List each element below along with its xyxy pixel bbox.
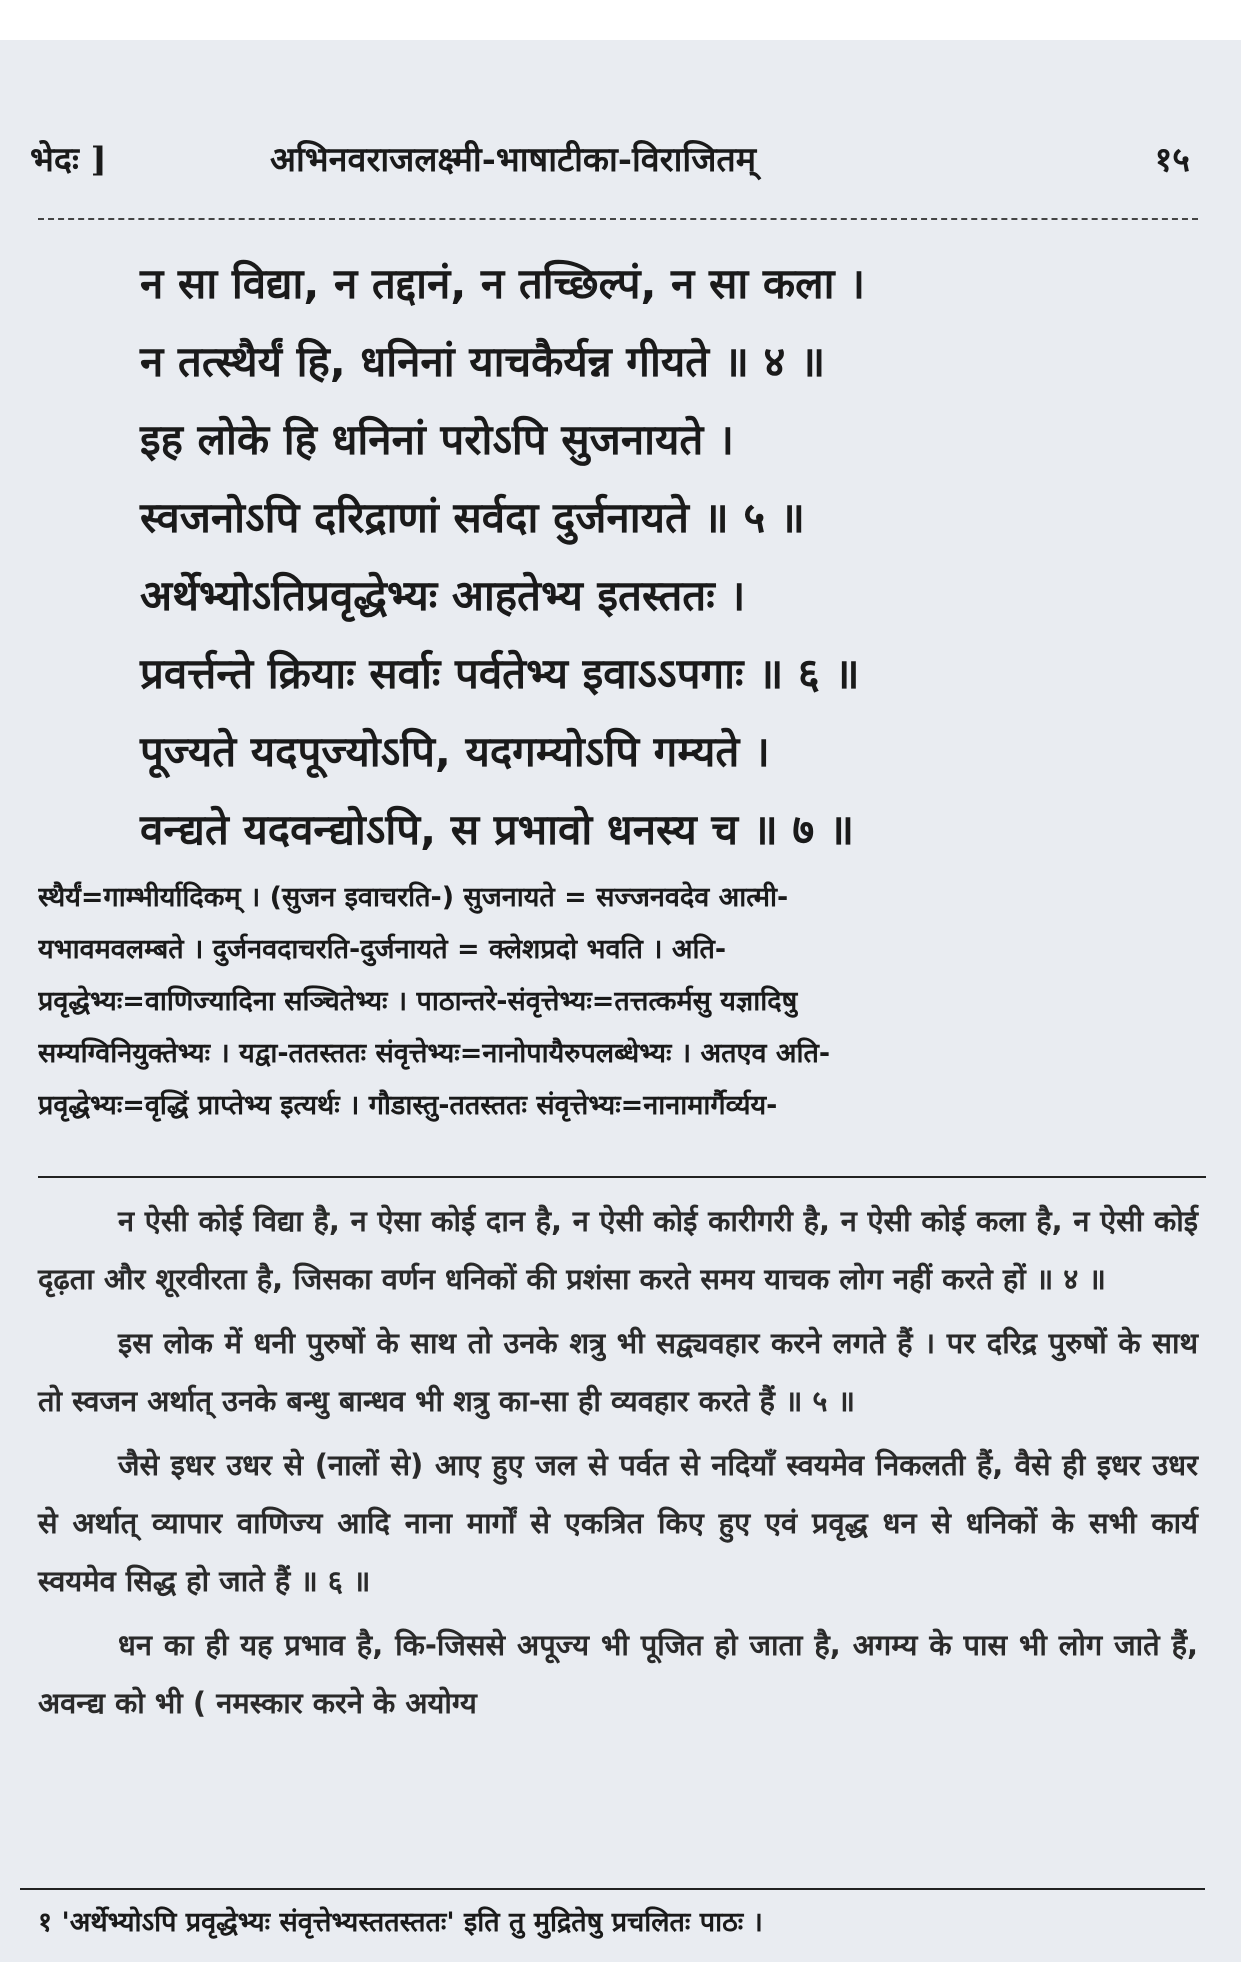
hindi-translation [38, 1192, 1198, 1738]
footnote: १ 'अर्थेभ्योऽपि प्रवृद्धेभ्यः संवृत्तेभ्यस्ततस्ततः' इति तु मुद्रितेषु प्रचलितः पाठः । [38, 1907, 763, 1938]
verse-line: न तत्स्थैर्यं हि, धनिनां याचकैर्यन्न गीयते ॥ ४ ॥ [140, 337, 826, 386]
sanskrit-commentary [38, 872, 1198, 1132]
verse-block [140, 245, 1180, 869]
header-rule [38, 218, 1198, 220]
page-number: १५ [1154, 140, 1190, 180]
running-title: अभिनवराजलक्ष्मी-भाषाटीका-विराजितम् [270, 140, 757, 180]
verse-line: न सा विद्या, न तद्दानं, न तच्छिल्पं, न सा कला । [140, 259, 866, 308]
commentary-line: प्रवृद्धेभ्यः=वृद्धिं प्राप्तेभ्य इत्यर्थः । गौडास्तु-ततस्ततः संवृत्तेभ्यः=नानामार्गैर्व्यय- [38, 1090, 778, 1121]
verse-line: प्रवर्त्तन्ते क्रियाः सर्वाः पर्वतेभ्य इवाऽऽपगाः ॥ ६ ॥ [140, 649, 860, 698]
translation-paragraph: धन का ही यह प्रभाव है, कि-जिससे अपूज्य भी पूजित हो जाता है, अगम्य के पास भी लोग जाते हैं, अवन्द्य को भी ( नमस्कार करने के अयोग्य [38, 1628, 1198, 1720]
section-marker: भेदः ] [30, 140, 107, 180]
book-page [0, 40, 1241, 1962]
commentary-line: यभावमवलम्बते । दुर्जनवदाचरति-दुर्जनायते = क्लेशप्रदो भवति । अति- [38, 934, 727, 965]
translation-paragraph: इस लोक में धनी पुरुषों के साथ तो उनके शत्रु भी सद्व्यवहार करने लगते हैं । पर दरिद्र पुरुषों के साथ तो स्वजन अर्थात् उनके बन्धु बान्धव भी शत्रु का-सा ही व्यवहार करते हैं ॥ ५ ॥ [38, 1326, 1198, 1418]
commentary-line: प्रवृद्धेभ्यः=वाणिज्यादिना सञ्चितेभ्यः । पाठान्तरे-संवृत्तेभ्यः=तत्तत्कर्मसु यज्ञादिषु [38, 986, 798, 1017]
footnote-divider [20, 1888, 1205, 1890]
verse-line: वन्द्यते यदवन्द्योऽपि, स प्रभावो धनस्य च ॥ ७ ॥ [140, 805, 855, 854]
translation-paragraph: जैसे इधर उधर से (नालों से) आए हुए जल से पर्वत से नदियाँ स्वयमेव निकलती हैं, वैसे ही इधर उधर से अर्थात् व्यापार वाणिज्य आदि नाना मार्गों से एकत्रित किए हुए एवं प्रवृद्ध धन से धनिकों के सभी कार्य स्वयमेव सिद्ध हो जाते हैं ॥ ६ ॥ [38, 1448, 1198, 1598]
verse-line: पूज्यते यदपूज्योऽपि, यदगम्योऽपि गम्यते । [140, 727, 770, 776]
section-divider [38, 1176, 1206, 1178]
commentary-line: स्थैर्यं=गाम्भीर्यादिकम् । (सुजन इवाचरति-) सुजनायते = सज्जनवदेव आत्मी- [38, 882, 789, 913]
commentary-line: सम्यग्विनियुक्तेभ्यः । यद्वा-ततस्ततः संवृत्तेभ्यः=नानोपायैरुपलब्धेभ्यः । अतएव अति- [38, 1038, 831, 1069]
verse-line: इह लोके हि धनिनां परोऽपि सुजनायते । [140, 415, 734, 464]
verse-line: अर्थेभ्योऽतिप्रवृद्धेभ्यः आहतेभ्य इतस्ततः । [140, 571, 746, 620]
verse-line: स्वजनोऽपि दरिद्राणां सर्वदा दुर्जनायते ॥ ५ ॥ [140, 493, 805, 542]
translation-paragraph: न ऐसी कोई विद्या है, न ऐसा कोई दान है, न ऐसी कोई कारीगरी है, न ऐसी कोई कला है, न ऐसी कोई दृढ़ता और शूरवीरता है, जिसका वर्णन धनिकों की प्रशंसा करते समय याचक लोग नहीं करते हों ॥ ४ ॥ [38, 1204, 1198, 1296]
page-header [30, 135, 1190, 191]
